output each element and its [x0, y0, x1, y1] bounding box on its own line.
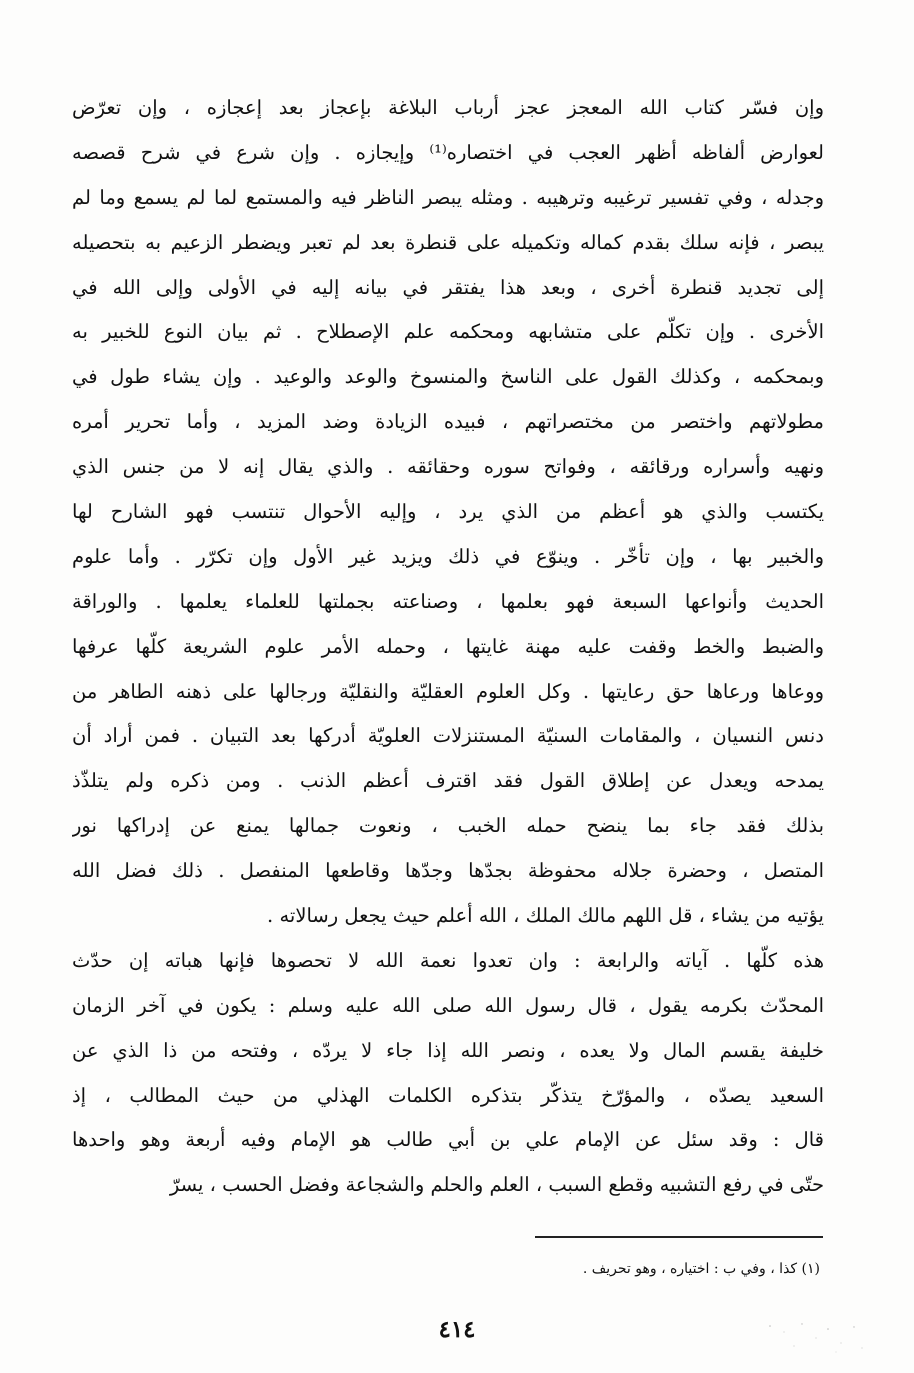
text-line: حتّى في رفع التشبيه وقطع السبب ، العلم والحلم والشجاعة وفضل الحسب ، يسرّ	[169, 1173, 824, 1197]
text-line: قال : وقد سئل عن الإمام علي بن أبي طالب هو الإمام وفيه أربعة وهو واحدها	[72, 1128, 824, 1152]
footnote-divider	[535, 1236, 823, 1238]
text-line: يمدحه ويعدل عن إطلاق القول فقد اقترف أعظم الذنب . ومن ذكره ولم يتلذّذ	[72, 769, 824, 793]
text-line: يبصر ، فإنه سلك بقدم كماله وتكميله على قنطرة بعد لم تعبر ويضطر الزعيم به بتحصيله	[72, 230, 824, 254]
text-line: خليفة يقسم المال ولا يعده ، ونصر الله إذا جاء لا يردّه ، وفتحه من ذا الذي عن	[72, 1038, 824, 1062]
text-line: وبمحكمه ، وكذلك القول على الناسخ والمنسوخ والوعد والوعيد . وإن يشاء طول في	[72, 365, 824, 389]
text-line: ووعاها ورعاها حق رعايتها . وكل العلوم العقليّة والنقليّة ورجالها على ذهنه الطاهر من	[72, 679, 824, 703]
text-line: المحدّث بكرمه يقول ، قال رسول الله صلى الله عليه وسلم : يكون في آخر الزمان	[72, 993, 824, 1017]
text-line: الأخرى . وإن تكلّم على متشابهه ومحكمه علم الإصطلاح . ثم بيان النوع للخبير به	[72, 320, 824, 344]
text-line: إلى تجديد قنطرة أخرى ، وبعد هذا يفتقر في بيانه إليه في الأولى وإلى الله في	[72, 275, 824, 299]
page-number: ٤١٤	[438, 1316, 476, 1343]
text-line: هذه كلّها . آياته والرابعة : وان تعدوا نعمة الله لا تحصوها فإنها هباته إن حدّث	[72, 948, 824, 972]
text-line: والضبط والخط وقفت عليه مهنة غايتها ، وحمله الأمر علوم الشريعة كلّها عرفها	[72, 634, 824, 658]
scan-speckles	[750, 1318, 880, 1358]
text-line: مطولاتهم واختصر من مختصراتهم ، فبيده الزيادة وضد المزيد ، وأما تحرير أمره	[72, 410, 824, 434]
text-line: يكتسب والذي هو أعظم من الذي يرد ، وإليه الأحوال تنتسب فهو الشارح لها	[72, 500, 824, 524]
text-line: المتصل ، وحضرة جلاله محفوظة بجدّها وجدّها وقاطعها المنفصل . ذلك فضل الله	[72, 859, 824, 883]
text-line: لعوارض ألفاظه أظهر العجب في اختصاره⁽¹⁾ وإيجازه . وإن شرع في شرح قصصه	[72, 140, 824, 164]
text-line: الحديث وأنواعها السبعة فهو بعلمها ، وصناعته بجملتها للعلماء يعلمها . والوراقة	[72, 589, 824, 613]
text-line: يؤتيه من يشاء ، قل اللهم مالك الملك ، الله أعلم حيث يجعل رسالاته .	[267, 904, 824, 928]
text-line: السعيد يصدّه ، والمؤرّخ يتذكّر بتذكره الكلمات الهذلي من حيث المطالب ، إذ	[72, 1083, 824, 1107]
text-line: وجدله ، وفي تفسير ترغيبه وترهيبه . ومثله يبصر الناظر فيه والمستمع لما لم يسمع وما لم	[72, 185, 824, 209]
footnote: (١) كذا ، وفي ب : اختياره ، وهو تحريف .	[582, 1261, 820, 1277]
text-line: والخبير بها ، وإن تأخّر . وينوّع في ذلك ويزيد غير الأول وإن تكرّر . وأما علوم	[72, 544, 824, 568]
text-line: دنس النسيان ، والمقامات السنيّة المستنزلات العلويّة أدركها بعد التبيان . فمن أراد أن	[72, 724, 824, 748]
text-line: بذلك فقد جاء بما ينضح حمله الخبب ، ونعوت جمالها يمنع عن إدراكها نور	[72, 814, 824, 838]
body-text	[72, 86, 824, 1208]
text-line: ونهيه وأسراره ورقائقه ، وفواتح سوره وحقائقه . والذي يقال إنه لا من جنس الذي	[72, 455, 824, 479]
text-line: وإن فسّر كتاب الله المعجز عجز أرباب البلاغة بإعجاز بعد إعجازه ، وإن تعرّض	[72, 96, 824, 119]
